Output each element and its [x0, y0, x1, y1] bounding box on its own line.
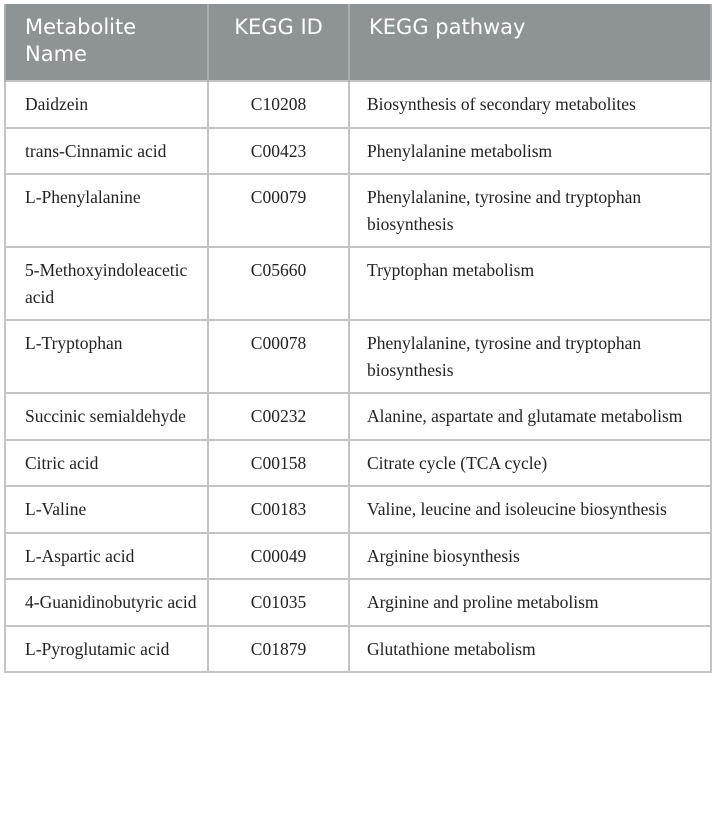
metabolite-name-cell: Citric acid: [5, 440, 208, 487]
table-row: [5, 440, 711, 487]
table-row: [5, 174, 711, 247]
header-metabolite-name: Metabolite Name: [5, 4, 208, 81]
metabolite-name-cell: L-Phenylalanine: [5, 174, 208, 247]
metabolite-name-cell: L-Tryptophan: [5, 320, 208, 393]
table-row: [5, 81, 711, 128]
kegg-id-cell: C01035: [208, 579, 349, 626]
kegg-id-cell: C05660: [208, 247, 349, 320]
metabolite-name-cell: trans-Cinnamic acid: [5, 128, 208, 175]
metabolite-table: [4, 4, 712, 673]
kegg-pathway-cell: Phenylalanine, tyrosine and tryptophan biosynthesis: [349, 320, 711, 393]
table-row: [5, 128, 711, 175]
kegg-id-cell: C00232: [208, 393, 349, 440]
table-row: [5, 320, 711, 393]
header-kegg-id: KEGG ID: [208, 4, 349, 81]
header-row: [5, 4, 711, 81]
metabolite-name-cell: 5-Methoxyindoleacetic acid: [5, 247, 208, 320]
metabolite-name-cell: L-Valine: [5, 486, 208, 533]
table-row: [5, 533, 711, 580]
kegg-pathway-cell: Citrate cycle (TCA cycle): [349, 440, 711, 487]
table-row: [5, 626, 711, 673]
metabolite-name-cell: L-Pyroglutamic acid: [5, 626, 208, 673]
kegg-id-cell: C00049: [208, 533, 349, 580]
kegg-pathway-cell: Glutathione metabolism: [349, 626, 711, 673]
table-row: [5, 247, 711, 320]
kegg-id-cell: C10208: [208, 81, 349, 128]
kegg-id-cell: C01879: [208, 626, 349, 673]
table-row: [5, 486, 711, 533]
metabolite-name-cell: Daidzein: [5, 81, 208, 128]
kegg-id-cell: C00158: [208, 440, 349, 487]
metabolite-name-cell: 4-Guanidinobutyric acid: [5, 579, 208, 626]
kegg-pathway-cell: Arginine biosynthesis: [349, 533, 711, 580]
kegg-id-cell: C00423: [208, 128, 349, 175]
header-kegg-pathway: KEGG pathway: [349, 4, 711, 81]
kegg-id-cell: C00183: [208, 486, 349, 533]
kegg-pathway-cell: Valine, leucine and isoleucine biosynthesis: [349, 486, 711, 533]
metabolite-name-cell: Succinic semialdehyde: [5, 393, 208, 440]
metabolite-name-cell: L-Aspartic acid: [5, 533, 208, 580]
kegg-pathway-cell: Phenylalanine metabolism: [349, 128, 711, 175]
table-row: [5, 393, 711, 440]
kegg-pathway-cell: Biosynthesis of secondary metabolites: [349, 81, 711, 128]
kegg-pathway-cell: Arginine and proline metabolism: [349, 579, 711, 626]
kegg-pathway-cell: Phenylalanine, tyrosine and tryptophan biosynthesis: [349, 174, 711, 247]
kegg-pathway-cell: Tryptophan metabolism: [349, 247, 711, 320]
kegg-id-cell: C00078: [208, 320, 349, 393]
kegg-id-cell: C00079: [208, 174, 349, 247]
kegg-pathway-cell: Alanine, aspartate and glutamate metabolism: [349, 393, 711, 440]
table-row: [5, 579, 711, 626]
